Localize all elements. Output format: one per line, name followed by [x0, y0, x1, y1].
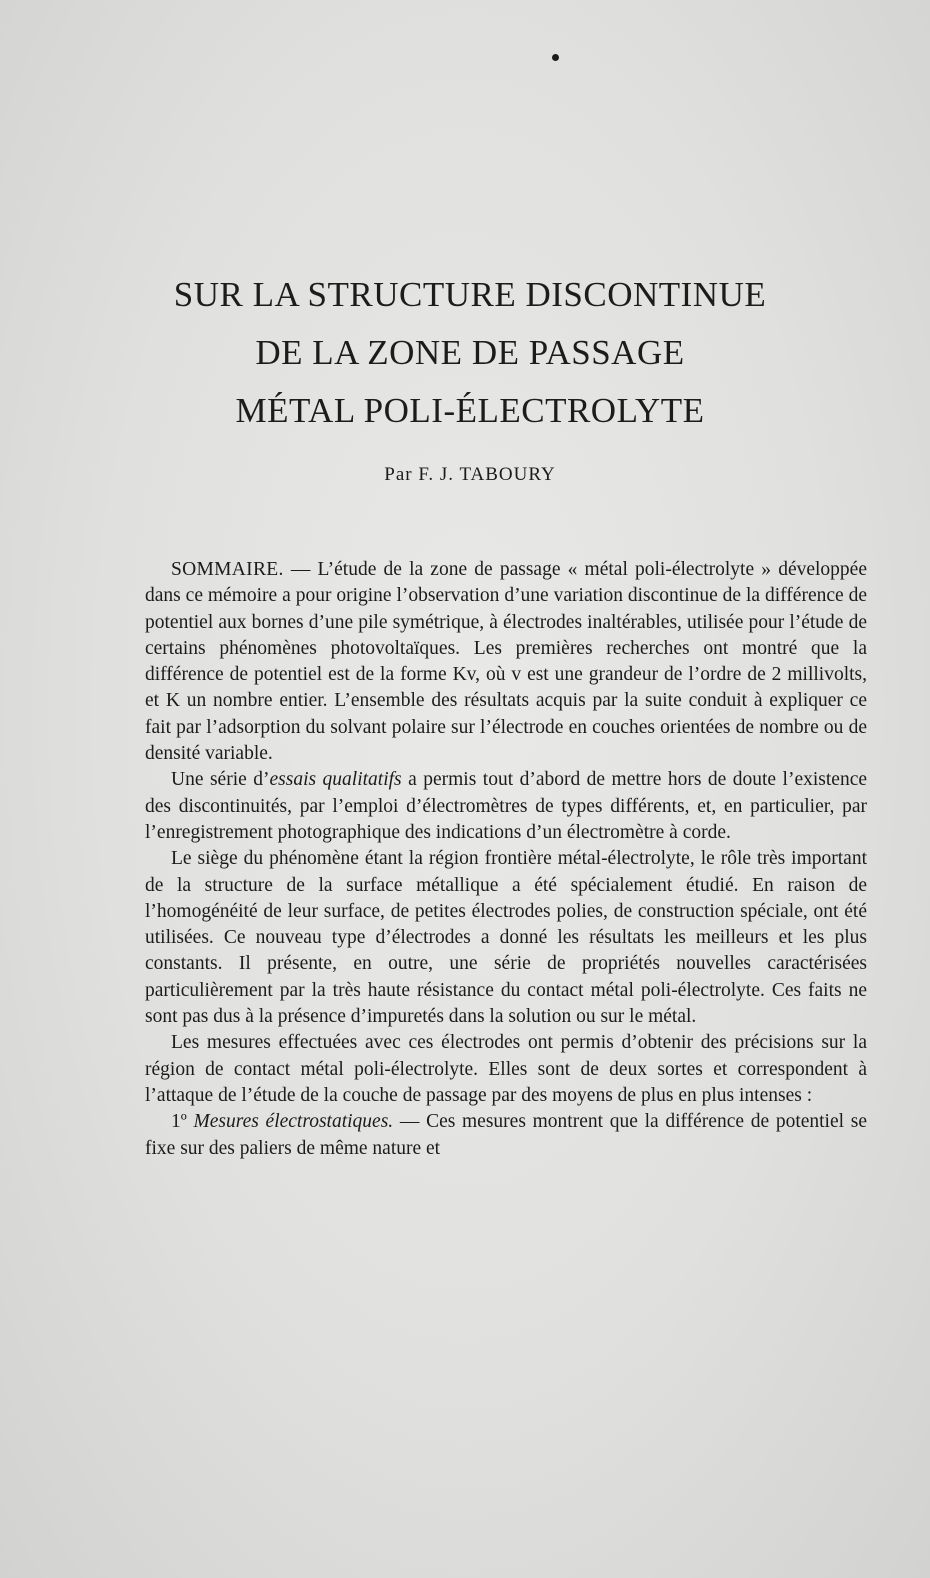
- paragraph-electrostatic: [145, 1109, 867, 1162]
- qualitative-before: Une série d’: [171, 769, 270, 791]
- title-line-1: SUR LA STRUCTURE DISCONTINUE: [173, 275, 767, 314]
- qualitative-after: a permis tout d’abord de mettre hors de doute l’existence des discontinuités, par l’emploi d’électromètres de types différents, et, en particulier, par l’enregistrement photographique des indications d’un électromètre à corde.: [145, 769, 867, 843]
- printer-mark-dot: [552, 54, 559, 61]
- electrostatic-after: — Ces mesures montrent que la différence de potentiel se fixe sur des paliers de même nature et: [145, 1111, 867, 1159]
- paragraph-qualitative-tests: [145, 767, 867, 846]
- qualitative-italic: essais qualitatifs: [269, 769, 402, 791]
- electrostatic-italic: Mesures électrostatiques.: [193, 1111, 394, 1133]
- title-line-2: DE LA ZONE DE PASSAGE: [255, 333, 685, 372]
- paper-title: [140, 266, 800, 440]
- author-line: Par F. J. TABOURY: [384, 464, 556, 485]
- paragraph-surface-structure: Le siège du phénomène étant la région frontière métal-électrolyte, le rôle très important de la structure de la surface métallique a été spécialement étudié. En raison de l’homogénéité de leur surface, de petites électrodes polies, de construction spéciale, ont été utilisées. Ce nouveau type d’électrodes a donné les résultats les meilleurs et les plus constants. Il présente, en outre, une série de propriétés nouvelles caractérisées particulièrement par la très haute résistance du contact métal poli-électrolyte. Ces faits ne sont pas dus à la présence d’impuretés dans la solution ou sur le métal.: [145, 848, 867, 1028]
- paragraph-summary: [145, 557, 867, 767]
- electrostatic-number: 1º: [171, 1111, 194, 1133]
- paragraph-measurements: Les mesures effectuées avec ces électrodes ont permis d’obtenir des précisions sur la région de contact métal poli-électrolyte. Elles sont de deux sortes et correspondent à l’attaque de l’étude de la couche de passage par des moyens de plus en plus intenses :: [145, 1032, 867, 1106]
- summary-lead: SOMMAIRE.: [171, 559, 284, 580]
- abstract-body: [145, 557, 867, 1162]
- summary-text: — L’étude de la zone de passage « métal poli-électrolyte » développée dans ce mémoire a pour origine l’observation d’une variation discontinue de la différence de potentiel aux bornes d’une pile symétrique, à électrodes inaltérables, utilisée pour l’étude de certains phénomènes photovoltaïques. Les premières recherches ont montré que la différence de potentiel est de la forme Kv, où v est une grandeur de l’ordre de 2 millivolts, et K un nombre entier. L’ensemble des résultats acquis par la suite conduit à expliquer ce fait par l’adsorption du solvant polaire sur l’électrode en couches orientées de nombre ou de densité variable.: [145, 559, 867, 765]
- title-line-3: MÉTAL POLI-ÉLECTROLYTE: [235, 391, 705, 430]
